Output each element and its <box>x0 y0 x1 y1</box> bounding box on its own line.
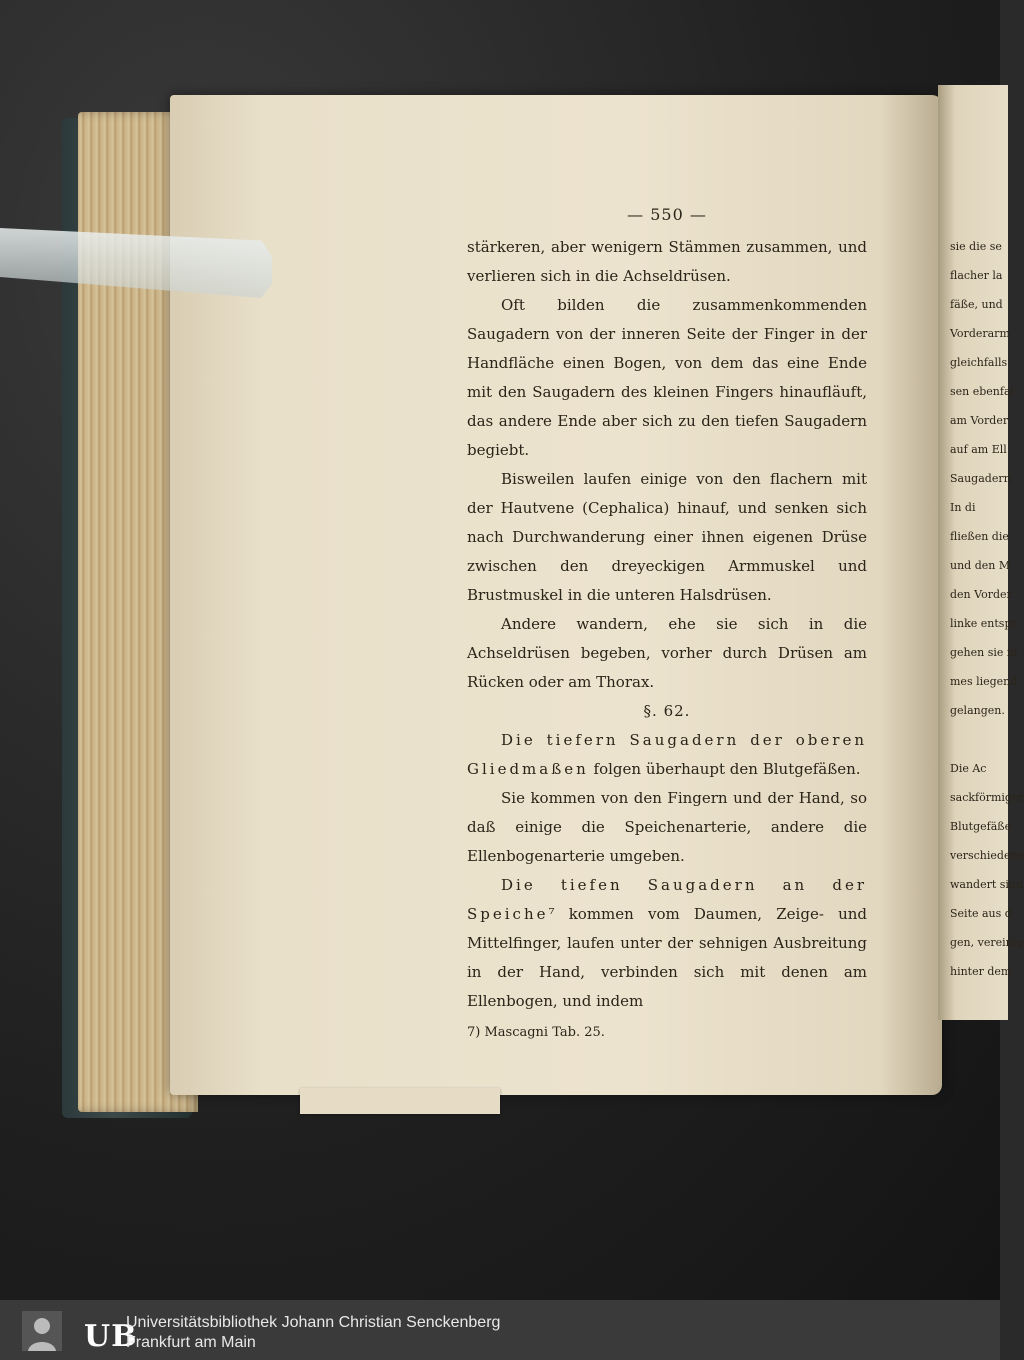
logo-text: UB <box>84 1319 138 1354</box>
right-page-line: hinter dem <box>950 965 1012 978</box>
emphasis-lead: Die tiefern Saugadern der oberen Gliedmaßen <box>467 731 867 778</box>
right-page-line: Vorderarm <box>950 327 1010 340</box>
paragraph: stärkeren, aber wenigern Stämmen zusammen, und verlieren sich in die Achseldrüsen. <box>467 238 867 285</box>
right-page-line: flacher la <box>950 269 1003 282</box>
section-heading: §. 62. <box>643 702 691 720</box>
right-page-line: mes liegend <box>950 675 1018 688</box>
right-page-line: verschiedene <box>950 849 1024 862</box>
right-page-line: und den M <box>950 559 1011 572</box>
footer-bar <box>0 1300 1000 1360</box>
paragraph-text: folgen überhaupt den Blutgefäßen. <box>588 760 861 778</box>
right-page-line <box>950 725 1000 754</box>
right-page-text <box>950 232 1024 986</box>
right-page-line: sackförmiger <box>950 791 1024 804</box>
paragraph: Andere wandern, ehe sie sich in die Achseldrüsen begeben, vorher durch Drüsen am Rücken oder am Thorax. <box>467 615 867 691</box>
institution-city: Frankfurt am Main <box>126 1334 256 1351</box>
right-page-line: gehen sie in <box>950 646 1018 659</box>
right-page-line: gelangen. <box>950 704 1005 717</box>
emphasis-lead: Die tiefen Saugadern an der Speiche <box>467 876 867 923</box>
right-page-line: wandert sind <box>950 878 1024 891</box>
right-page-line: sen ebenfal <box>950 385 1015 398</box>
page-number: — 550 — <box>627 205 707 224</box>
right-page-line: am Vorder <box>950 414 1009 427</box>
right-page-line: auf am Ell <box>950 443 1007 456</box>
right-page-line: Saugadern <box>950 472 1011 485</box>
institution-name: Universitätsbibliothek Johann Christian Senckenberg <box>126 1314 501 1331</box>
right-page-line: linke entspr <box>950 617 1017 630</box>
paragraph: Oft bilden die zusammenkommenden Saugadern von der inneren Seite der Finger in der Handfläche einen Bogen, von dem das eine Ende mit den Saugadern des kleinen Fingers hinaufläuft, das andere Ende aber sich zu den tiefen Saugadern begiebt. <box>467 296 867 459</box>
paragraph: Bisweilen laufen einige von den flachern mit der Hautvene (Cephalica) hinauf, und senken sich nach Durchwanderung einer ihnen eigenen Drüse zwischen den dreyeckigen Armmuskel und Brustmuskel in die unteren Halsdrüsen. <box>467 470 867 604</box>
right-page-line: In di <box>950 501 976 514</box>
right-page-line: gen, vereinig <box>950 936 1024 949</box>
right-page-line: fließen die <box>950 530 1009 543</box>
right-page-line: den Vorder <box>950 588 1012 601</box>
section-paragraph <box>467 871 867 1016</box>
section-paragraph <box>467 784 867 871</box>
right-page-line: sie die se <box>950 240 1002 253</box>
paragraph-text: Sie kommen von den Fingern und der Hand, so daß einige die Speichenarterie, andere die Ellenbogenarterie umgeben. <box>467 789 867 865</box>
right-page-line: Die Ac <box>950 762 987 775</box>
portrait-icon <box>22 1311 62 1351</box>
library-logo[interactable] <box>22 1311 138 1354</box>
page-text <box>467 200 867 1047</box>
right-page-line: Seite aus d <box>950 907 1012 920</box>
section-paragraph <box>467 726 867 784</box>
right-page-line: gleichfalls <box>950 356 1008 369</box>
footnote: 7) Mascagni Tab. 25. <box>467 1025 605 1040</box>
right-page-line: fäße, und <box>950 298 1003 311</box>
paragraph-text: ⁷ kommen vom Daumen, Zeige- und Mittelfinger, laufen unter der sehnigen Ausbreitung in der Hand, verbinden sich mit denen am Ellenbogen, und indem <box>467 905 867 1010</box>
right-page-line: Blutgefäße <box>950 820 1012 833</box>
paper-slip <box>300 1088 500 1114</box>
